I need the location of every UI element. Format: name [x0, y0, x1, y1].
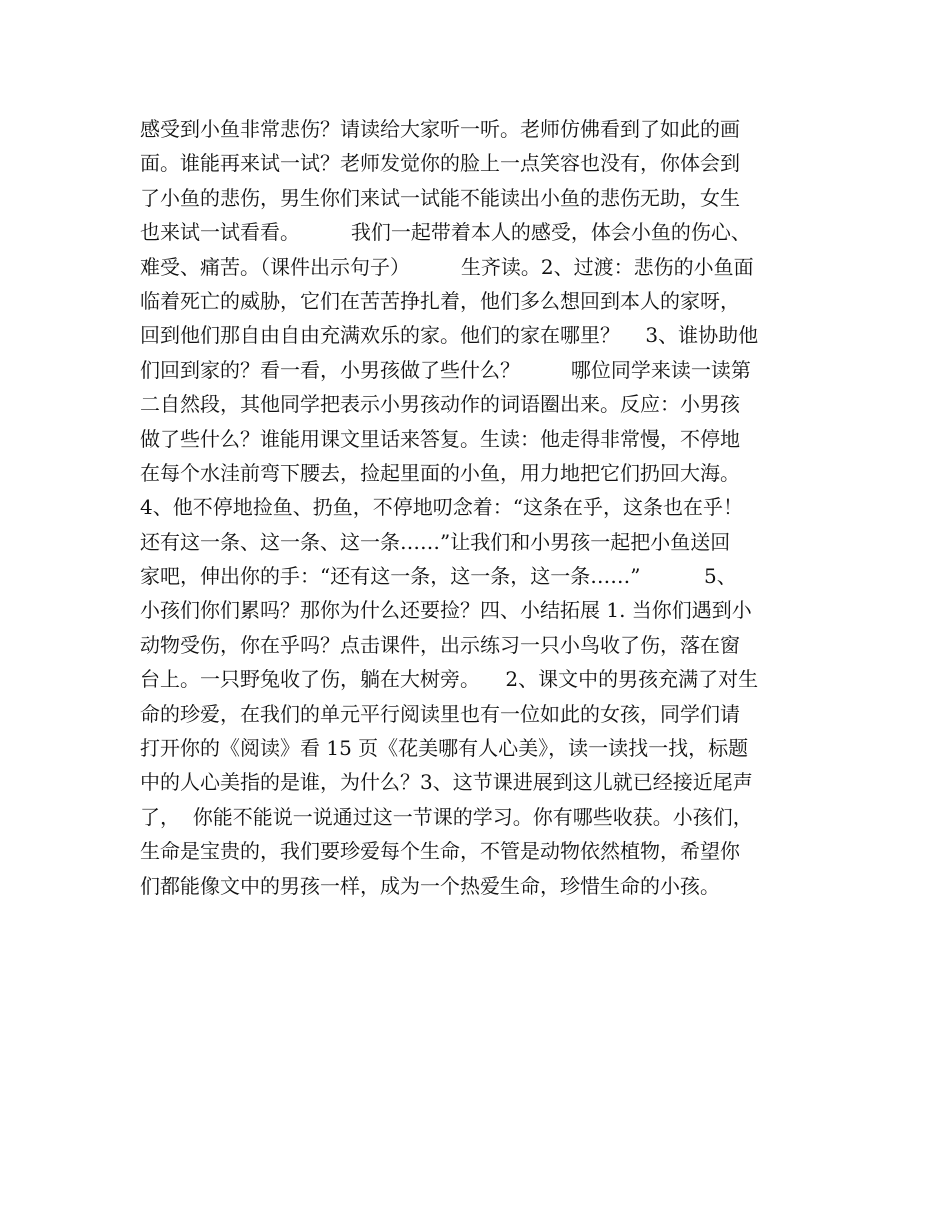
text-line: 也来试一试看看。 我们一起带着本人的感受，体会小鱼的伤心、: [140, 220, 751, 245]
text-line: 们回到家的？看一看，小男孩做了些什么？ 哪位同学来读一读第: [140, 357, 751, 382]
text-line: 生命是宝贵的，我们要珍爱每个生命，不管是动物依然植物，希望你: [140, 839, 740, 864]
text-line: 难受、痛苦。（课件出示句子） 生齐读。2、过渡：悲伤的小鱼面: [140, 254, 754, 279]
text-line: 小孩们你们累吗？那你为什么还要捡？四、小结拓展 1. 当你们遇到小: [140, 598, 752, 623]
text-line: 中的人心美指的是谁，为什么？3、这节课进展到这儿就已经接近尾声: [140, 770, 753, 795]
text-line: 在每个水洼前弯下腰去，捡起里面的小鱼，用力地把它们扔回大海。: [140, 460, 740, 485]
text-line: 命的珍爱，在我们的单元平行阅读里也有一位如此的女孩，同学们请: [140, 701, 740, 726]
text-line: 了， 你能不能说一说通过这一节课的学习。你有哪些收获。小孩们，: [140, 804, 753, 829]
text-line: 二自然段，其他同学把表示小男孩动作的词语圈出来。反应：小男孩: [140, 392, 740, 417]
text-line: 临着死亡的威胁，它们在苦苦挣扎着，他们多么想回到本人的家呀，: [140, 288, 740, 313]
text-line: 打开你的《阅读》看 15 页《花美哪有人心美》，读一读找一找，标题: [140, 736, 749, 761]
text-line: 面。谁能再来试一试？老师发觉你的脸上一点笑容也没有，你体会到: [140, 151, 740, 176]
text-line: 还有这一条、这一条、这一条……”让我们和小男孩一起把小鱼送回: [140, 529, 731, 554]
body-text: [140, 112, 820, 903]
text-line: 感受到小鱼非常悲伤？请读给大家听一听。老师仿佛看到了如此的画: [140, 117, 740, 141]
text-line: 们都能像文中的男孩一样，成为一个热爱生命，珍惜生命的小孩。: [140, 873, 720, 898]
text-line: 回到他们那自由自由充满欢乐的家。他们的家在哪里？ 3、谁协助他: [140, 323, 759, 348]
text-line: 家吧，伸出你的手：“还有这一条，这一条，这一条……” 5、: [140, 564, 737, 589]
text-line: 4、他不停地捡鱼、扔鱼，不停地叨念着：“这条在乎，这条也在乎！: [140, 495, 743, 520]
text-line: 动物受伤，你在乎吗？点击课件，出示练习一只小鸟收了伤，落在窗: [140, 632, 740, 657]
text-line: 做了些什么？谁能用课文里话来答复。生读：他走得非常慢，不停地: [140, 426, 740, 451]
text-line: 台上。一只野兔收了伤，躺在大树旁。 2、课文中的男孩充满了对生: [140, 667, 759, 692]
text-line: 了小鱼的悲伤，男生你们来试一试能不能读出小鱼的悲伤无助，女生: [140, 185, 740, 210]
